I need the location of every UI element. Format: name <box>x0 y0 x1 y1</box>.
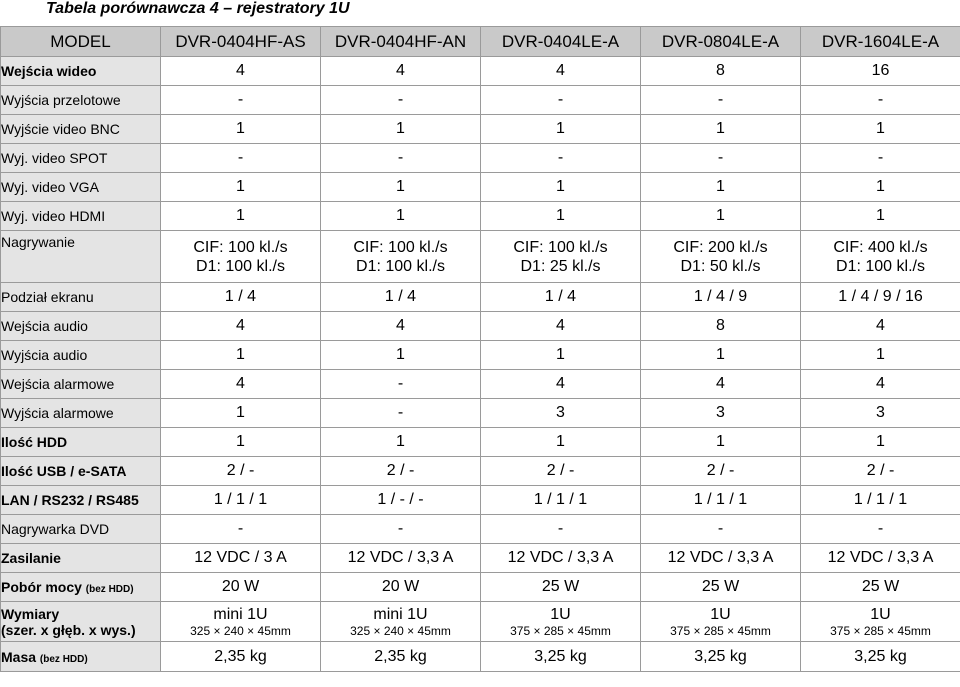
table-cell: 4 <box>641 370 801 399</box>
table-cell: - <box>801 144 960 173</box>
table-cell: - <box>481 86 641 115</box>
table-row <box>1 202 960 231</box>
table-row <box>1 428 960 457</box>
row-label: Zasilanie <box>1 544 161 573</box>
cell-line: CIF: 400 kl./s <box>833 238 928 256</box>
table-cell: 12 VDC / 3,3 A <box>321 544 481 573</box>
table-cell: 20 W <box>321 573 481 602</box>
row-label: Wejścia audio <box>1 312 161 341</box>
table-cell: - <box>641 144 801 173</box>
table-cell: 1 <box>481 341 641 370</box>
table-cell: - <box>321 399 481 428</box>
table-cell: 3,25 kg <box>801 642 960 672</box>
cell-line: 325 × 240 × 45mm <box>350 624 451 638</box>
table-cell: 20 W <box>161 573 321 602</box>
table-cell: 1 <box>321 428 481 457</box>
table-cell: 2 / - <box>321 457 481 486</box>
table-cell: 1 <box>161 173 321 202</box>
row-label-note: (szer. x głęb. x wys.) <box>1 621 136 638</box>
cell-line: D1: 25 kl./s <box>520 257 601 275</box>
table-cell <box>321 602 481 642</box>
table-header-row <box>1 27 960 57</box>
table-cell: 12 VDC / 3,3 A <box>801 544 960 573</box>
page-title: Tabela porównawcza 4 – rejestratory 1U <box>46 0 350 17</box>
table-row <box>1 115 960 144</box>
table-cell: 3,25 kg <box>641 642 801 672</box>
cell-line: 1U <box>710 606 731 623</box>
table-cell: 1 / 1 / 1 <box>641 486 801 515</box>
row-label: Wyjścia alarmowe <box>1 399 161 428</box>
table-cell: 2 / - <box>161 457 321 486</box>
table-row <box>1 173 960 202</box>
row-label <box>1 573 161 602</box>
row-label-text: Wymiary <box>1 605 60 622</box>
table-cell: 3 <box>481 399 641 428</box>
table-cell: 4 <box>161 57 321 86</box>
table-row <box>1 515 960 544</box>
table-cell: 25 W <box>801 573 960 602</box>
table-row <box>1 144 960 173</box>
row-label: Wyjścia przelotowe <box>1 86 161 115</box>
row-label-note: (bez HDD) <box>39 653 88 665</box>
row-label <box>1 642 161 672</box>
table-cell: 12 VDC / 3 A <box>161 544 321 573</box>
table-cell: - <box>161 144 321 173</box>
row-label-text: Pobór mocy <box>1 579 82 595</box>
table-cell <box>161 231 321 283</box>
table-cell: - <box>161 86 321 115</box>
header-model-name: DVR-0404HF-AN <box>321 27 481 57</box>
table-row <box>1 370 960 399</box>
row-label: Wyj. video SPOT <box>1 144 161 173</box>
table-cell: 25 W <box>641 573 801 602</box>
table-row <box>1 602 960 642</box>
row-label: Podział ekranu <box>1 283 161 312</box>
table-cell <box>801 231 960 283</box>
table-cell <box>481 231 641 283</box>
table-cell: 4 <box>161 370 321 399</box>
cell-line: CIF: 100 kl./s <box>193 238 288 256</box>
row-label: Wyjście video BNC <box>1 115 161 144</box>
table-cell: 1 / 4 / 9 / 16 <box>801 283 960 312</box>
table-cell: - <box>481 144 641 173</box>
cell-line: 1U <box>870 606 891 623</box>
table-cell: 1 <box>161 399 321 428</box>
row-label: Ilość HDD <box>1 428 161 457</box>
table-cell: 1 <box>801 173 960 202</box>
table-cell: 1 / 4 <box>161 283 321 312</box>
table-cell: 2 / - <box>481 457 641 486</box>
table-cell: - <box>641 515 801 544</box>
table-cell: 1 / 1 / 1 <box>481 486 641 515</box>
table-cell: 1 <box>321 173 481 202</box>
table-cell: - <box>641 86 801 115</box>
row-label <box>1 602 161 642</box>
cell-line: 375 × 285 × 45mm <box>830 624 931 638</box>
table-cell: 1 <box>801 341 960 370</box>
table-row <box>1 573 960 602</box>
table-cell <box>801 602 960 642</box>
cell-line: 325 × 240 × 45mm <box>190 624 291 638</box>
table-cell: - <box>321 144 481 173</box>
row-label: Wejścia alarmowe <box>1 370 161 399</box>
header-model-name: DVR-0404HF-AS <box>161 27 321 57</box>
table-cell: 1 <box>481 173 641 202</box>
table-cell: 1 / 4 <box>321 283 481 312</box>
table-cell: 1 <box>321 115 481 144</box>
table-cell: 8 <box>641 57 801 86</box>
table-cell: - <box>321 370 481 399</box>
table-cell: 1 <box>161 202 321 231</box>
table-cell: 1 <box>641 173 801 202</box>
row-label: Wejścia wideo <box>1 57 161 86</box>
table-cell: 2,35 kg <box>321 642 481 672</box>
table-cell: 1 <box>161 341 321 370</box>
table-cell: - <box>801 515 960 544</box>
table-row <box>1 642 960 672</box>
table-cell <box>481 602 641 642</box>
header-model-name: DVR-0404LE-A <box>481 27 641 57</box>
table-cell: - <box>481 515 641 544</box>
table-cell: 1 / 1 / 1 <box>801 486 960 515</box>
table-cell: 16 <box>801 57 960 86</box>
cell-line: D1: 100 kl./s <box>196 257 285 275</box>
table-row <box>1 231 960 283</box>
table-row <box>1 341 960 370</box>
table-cell: 12 VDC / 3,3 A <box>481 544 641 573</box>
table-cell: 4 <box>481 370 641 399</box>
table-row <box>1 399 960 428</box>
cell-line: mini 1U <box>373 606 428 623</box>
row-label: Ilość USB / e-SATA <box>1 457 161 486</box>
table-cell: 1 / 1 / 1 <box>161 486 321 515</box>
row-label: Nagrywarka DVD <box>1 515 161 544</box>
table-cell: 2 / - <box>801 457 960 486</box>
table-cell: 1 <box>801 428 960 457</box>
header-model-name: DVR-0804LE-A <box>641 27 801 57</box>
cell-line: D1: 50 kl./s <box>680 257 761 275</box>
cell-line: 375 × 285 × 45mm <box>670 624 771 638</box>
cell-line: D1: 100 kl./s <box>836 257 925 275</box>
table-cell: 1 <box>641 202 801 231</box>
row-label: Wyj. video VGA <box>1 173 161 202</box>
cell-line: CIF: 100 kl./s <box>513 238 608 256</box>
table-cell: - <box>161 515 321 544</box>
row-label-text: Masa <box>1 648 37 665</box>
table-cell: 1 <box>321 202 481 231</box>
row-label-note: (bez HDD) <box>85 584 134 595</box>
table-row <box>1 86 960 115</box>
cell-line: 375 × 285 × 45mm <box>510 624 611 638</box>
table-cell: 2 / - <box>641 457 801 486</box>
cell-line: D1: 100 kl./s <box>356 257 445 275</box>
table-row <box>1 457 960 486</box>
table-cell: 3 <box>801 399 960 428</box>
table-cell: 2,35 kg <box>161 642 321 672</box>
table-cell: 4 <box>801 370 960 399</box>
table-cell: 25 W <box>481 573 641 602</box>
table-cell: 1 <box>321 341 481 370</box>
table-cell <box>641 602 801 642</box>
table-cell: 4 <box>321 312 481 341</box>
table-cell: 1 / 4 / 9 <box>641 283 801 312</box>
table-row <box>1 544 960 573</box>
row-label: Nagrywanie <box>1 231 161 283</box>
table-cell <box>321 231 481 283</box>
table-cell: 1 <box>481 115 641 144</box>
table-cell: 4 <box>481 312 641 341</box>
table-row <box>1 486 960 515</box>
row-label: Wyjścia audio <box>1 341 161 370</box>
table-cell: - <box>801 86 960 115</box>
table-row <box>1 283 960 312</box>
table-cell: 4 <box>321 57 481 86</box>
table-row <box>1 57 960 86</box>
table-cell: 1 <box>801 202 960 231</box>
cell-line: CIF: 100 kl./s <box>353 238 448 256</box>
header-model-name: DVR-1604LE-A <box>801 27 960 57</box>
table-cell: 1 / 4 <box>481 283 641 312</box>
row-label: LAN / RS232 / RS485 <box>1 486 161 515</box>
table-cell: 3 <box>641 399 801 428</box>
table-cell: - <box>321 515 481 544</box>
table-cell: 1 / - / - <box>321 486 481 515</box>
table-cell: 1 <box>481 202 641 231</box>
table-cell: - <box>321 86 481 115</box>
table-cell: 1 <box>641 428 801 457</box>
table-row <box>1 312 960 341</box>
header-model: MODEL <box>1 27 161 57</box>
table-cell <box>161 602 321 642</box>
table-cell: 1 <box>161 428 321 457</box>
cell-line: 1U <box>550 606 571 623</box>
comparison-table <box>0 26 960 672</box>
cell-line: mini 1U <box>213 606 268 623</box>
table-cell: 4 <box>481 57 641 86</box>
table-cell: 4 <box>801 312 960 341</box>
table-cell: 1 <box>801 115 960 144</box>
table-cell: 1 <box>161 115 321 144</box>
table-cell: 3,25 kg <box>481 642 641 672</box>
table-cell: 4 <box>161 312 321 341</box>
table-cell: 1 <box>481 428 641 457</box>
table-cell <box>641 231 801 283</box>
table-cell: 8 <box>641 312 801 341</box>
table-cell: 1 <box>641 341 801 370</box>
table-cell: 12 VDC / 3,3 A <box>641 544 801 573</box>
cell-line: CIF: 200 kl./s <box>673 238 768 256</box>
row-label: Wyj. video HDMI <box>1 202 161 231</box>
table-cell: 1 <box>641 115 801 144</box>
